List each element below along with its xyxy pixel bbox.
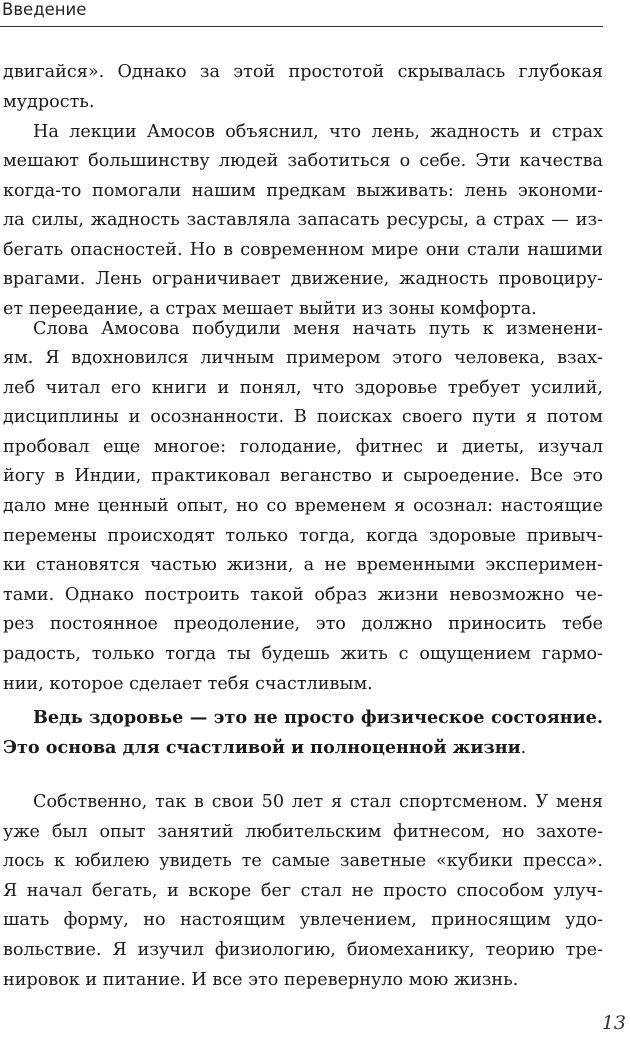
text-line: дало мне ценный опыт, но со временем я осознал: настоящие [3, 496, 603, 517]
text-line: ет переедание, а страх мешает выйти из зоны комфорта. [3, 299, 537, 320]
text-line: Слова Амосова побудили меня начать путь к изменени- [33, 318, 603, 339]
text-line: уже был опыт занятий любительским фитнесом, но захоте- [3, 821, 603, 842]
text-line: шать форму, но настоящим увлечением, приносящим удо- [3, 910, 603, 931]
text-line: нировок и питание. И все это перевернуло мою жизнь. [3, 969, 519, 990]
text-line: На лекции Амосов объяснил, что лень, жадность и страх [33, 121, 603, 142]
text-line: бегать опасностей. Но в современном мире они стали нашими [3, 239, 603, 260]
text-line: тами. Однако построить такой образ жизни невозможно че- [3, 584, 603, 605]
text-line: двигайся». Однако за этой простотой скрывалась глубокая [3, 62, 603, 82]
text-line: вольствие. Я изучил физиологию, биомеханику, теорию тре- [3, 939, 603, 960]
paragraph-1 [3, 58, 603, 117]
text-line: ла силы, жадность заставляла запасать ресурсы, а страх — из- [3, 210, 603, 231]
highlight-period: . [520, 737, 527, 758]
paragraph-2 [3, 118, 603, 325]
text-line: ки становятся частью жизни, а не временными эксперимен- [3, 555, 603, 576]
text-line: лось к юбилею увидеть те самые заветные «кубики пресса». [3, 851, 603, 872]
text-line: леб читал его книги и понял, что здоровье требует усилий, [3, 377, 603, 398]
highlight-line: Ведь здоровье — это не просто физическое состояние. [33, 707, 603, 728]
text-line: пробовал еще многое: голодание, фитнес и диеты, изучал [3, 436, 603, 457]
text-line: дисциплины и осознанности. В поисках своего пути я потом [3, 407, 603, 428]
highlight-line: Это основа для счастливой и полноценной жизни [3, 736, 521, 758]
text-line: Я начал бегать, и вскоре бег стал не просто способом улуч- [3, 880, 603, 901]
text-line: когда-то помогали нашим предкам выживать: лень экономи- [3, 180, 603, 201]
text-line: йогу в Индии, практиковал веганство и сыроедение. Все это [3, 466, 603, 487]
text-line: рез постоянное преодоление, это должно приносить тебе [3, 614, 603, 635]
paragraph-4 [3, 788, 603, 995]
text-line: радость, только тогда ты будешь жить с ощущением гармо- [3, 644, 603, 665]
text-line: мудрость. [3, 91, 95, 112]
text-line: ям. Я вдохновился личным примером этого человека, взах- [3, 348, 603, 369]
highlight-statement [3, 703, 603, 762]
text-line: нии, которое сделает тебя счастливым. [3, 673, 373, 694]
page-number: 13 [601, 1012, 626, 1034]
text-line: мешают большинству людей заботиться о себе. Эти качества [3, 151, 603, 172]
text-line: перемены происходят только тогда, когда здоровые привыч- [3, 525, 603, 546]
running-header [0, 0, 603, 27]
running-title: Введение [2, 0, 87, 19]
text-line: Собственно, так в свои 50 лет я стал спортсменом. У меня [33, 792, 603, 812]
text-line: врагами. Лень ограничивает движение, жадность провоциру- [3, 269, 603, 290]
highlight-line-wrap [3, 733, 603, 763]
paragraph-3 [3, 315, 603, 700]
